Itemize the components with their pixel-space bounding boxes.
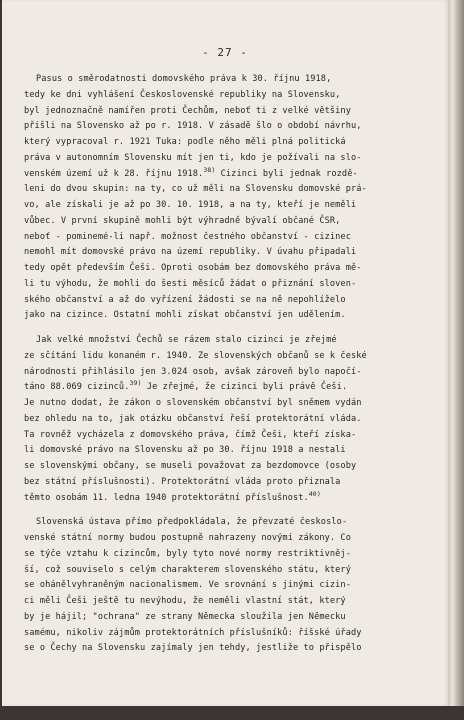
line-text: bez ohledu na to, jak otázku občanství řeší protektorátní vláda. (24, 413, 362, 424)
text-line (24, 547, 416, 563)
footnote-ref: 38) (203, 165, 216, 174)
scan-bottom-edge (0, 706, 464, 720)
text-line (24, 230, 416, 246)
line-text: Pasus o směrodatnosti domovského práva k 30. říjnu 1918, (36, 74, 332, 84)
line-text: nemohl mít domovské právo na území republiky. V úvahu připadali (24, 247, 357, 258)
line-text: ského občanství a až do vyřízení žádosti se na ně nepohlíželo (24, 294, 346, 305)
text-line (24, 475, 416, 491)
line-text: vůbec. V první skupině mohli být výhradně bývalí občané ČSR, (24, 215, 341, 226)
paragraph-gap (24, 324, 416, 333)
line-text: byl jednoznačně namířen proti Čechům, neboť ti z velké většiny (24, 105, 351, 116)
line-text: bez státní příslušnosti). Protektorátní vláda proto přiznala (24, 476, 341, 487)
line-text: ci měli Češi ještě tu nevýhodu, že neměli vlastní stát, který (24, 596, 346, 606)
text-line (24, 293, 416, 309)
line-text: práva v autonomním Slovensku mít jen ti, kdo je požívali na slo- (24, 152, 362, 163)
text-line (24, 167, 416, 183)
line-text: by je hájil; "ochrana" ze strany Německa sloužila jen Německu (24, 611, 346, 622)
paragraph-gap (24, 506, 416, 515)
line-text-continued: Cizinci byli jednak rozdě- (215, 168, 358, 179)
footnote-ref: 40) (308, 489, 321, 498)
line-text-continued: Je zřejmé, že cizinci byli právě Češi. (141, 382, 348, 393)
line-text: táno 88.069 cizinců. (24, 382, 130, 393)
text-line (24, 515, 416, 531)
text-line (24, 349, 416, 365)
text-line (24, 333, 416, 349)
text-line (24, 308, 416, 324)
text-line (24, 380, 416, 396)
text-line (24, 365, 416, 381)
line-text: ze sčítání lidu konaném r. 1940. Ze slovenských občanů se k české (24, 350, 367, 361)
text-line (24, 277, 416, 293)
text-line (24, 214, 416, 230)
text-line (24, 531, 416, 547)
text-line (24, 491, 416, 507)
line-text: ší, což souviselo s celým charakterem slovenského státu, který (24, 564, 351, 575)
line-text: se slovenskými občany, se museli považovat za bezdomovce (osoby (24, 461, 357, 471)
document-page (2, 0, 448, 706)
text-line (24, 443, 416, 459)
text-line (24, 563, 416, 579)
text-line (24, 261, 416, 277)
text-line (24, 594, 416, 610)
text-line (24, 396, 416, 412)
line-text: Jak velké množství Čechů se rázem stalo cizinci je zřejmé (36, 335, 337, 345)
text-line (24, 626, 416, 642)
text-line (24, 88, 416, 104)
text-line (24, 119, 416, 135)
line-text: venském území už k 28. říjnu 1918. (24, 168, 204, 179)
line-text: se ohánělvyhraněným nacionalismem. Ve srovnání s jinými cizin- (24, 580, 351, 591)
text-line (24, 182, 416, 198)
text-line (24, 641, 416, 657)
text-line (24, 135, 416, 151)
text-line (24, 72, 416, 88)
line-text: tedy ke dni vyhlášení Československé republiky na Slovensku, (24, 89, 341, 100)
footnote-ref: 39) (129, 379, 142, 388)
body-text (24, 72, 416, 657)
paragraph (24, 333, 416, 506)
line-text: tedy opět především Češi. Oproti osobám bez domovského práva mě- (24, 263, 362, 273)
text-line (24, 610, 416, 626)
line-text: samému, nikoliv zájmům protektorátních příslušníků: říšské úřady (24, 627, 362, 638)
text-line (24, 198, 416, 214)
text-line (24, 151, 416, 167)
text-line (24, 578, 416, 594)
line-text: li domovské právo na Slovensku až po 30. říjnu 1918 a nestali (24, 445, 346, 456)
text-line (24, 459, 416, 475)
line-text: jako na cizince. Ostatní mohli získat občanství jen udělením. (24, 310, 346, 321)
text-line (24, 412, 416, 428)
line-text: Slovenská ústava přímo předpokládala, že převzaté českoslo- (36, 517, 348, 528)
line-text: se týče vztahu k cizincům, byly tyto nové normy restriktivněj- (24, 548, 351, 559)
paragraph (24, 72, 416, 324)
page-number: - 27 - (202, 46, 248, 59)
line-text: národnosti přihlásilo jen 3.024 osob, avšak zároveň bylo napočí- (24, 366, 362, 377)
text-line (24, 428, 416, 444)
line-text: se o Čechy na Slovensku zajímaly jen tehdy, jestliže to přispělo (24, 643, 362, 654)
line-text: který vypracoval r. 1921 Tuka: podle něho měli plná politická (24, 137, 346, 147)
book-page-edge (448, 0, 464, 720)
line-text: Je nutno dodat, že zákon o slovenském občanství byl sněmem vydán (24, 398, 362, 408)
line-text: vo, ale získali je až po 30. 10. 1918, a na ty, kteří je neměli (24, 200, 357, 210)
line-text: Ta rovněž vycházela z domovského práva, čímž Češi, kteří získa- (24, 429, 357, 440)
text-line (24, 104, 416, 120)
paragraph (24, 515, 416, 657)
line-text: li tu výhodu, že mohli do šesti měsíců žádat o přiznání sloven- (24, 278, 357, 289)
line-text: přišli na Slovensko až po r. 1918. V zásadě šlo o období návrhu, (24, 121, 362, 132)
text-line (24, 245, 416, 261)
line-text: těmto osobám 11. ledna 1940 protektorátní příslušnost. (24, 492, 309, 503)
line-text: leni do dvou skupin: na ty, co už měli na Slovensku domovské prá- (24, 184, 367, 195)
line-text: neboť - pominemé-li např. možnost čestného občanství - cizinec (24, 231, 351, 242)
line-text: venské státní normy budou postupně nahrazeny novými zákony. Co (24, 533, 351, 543)
